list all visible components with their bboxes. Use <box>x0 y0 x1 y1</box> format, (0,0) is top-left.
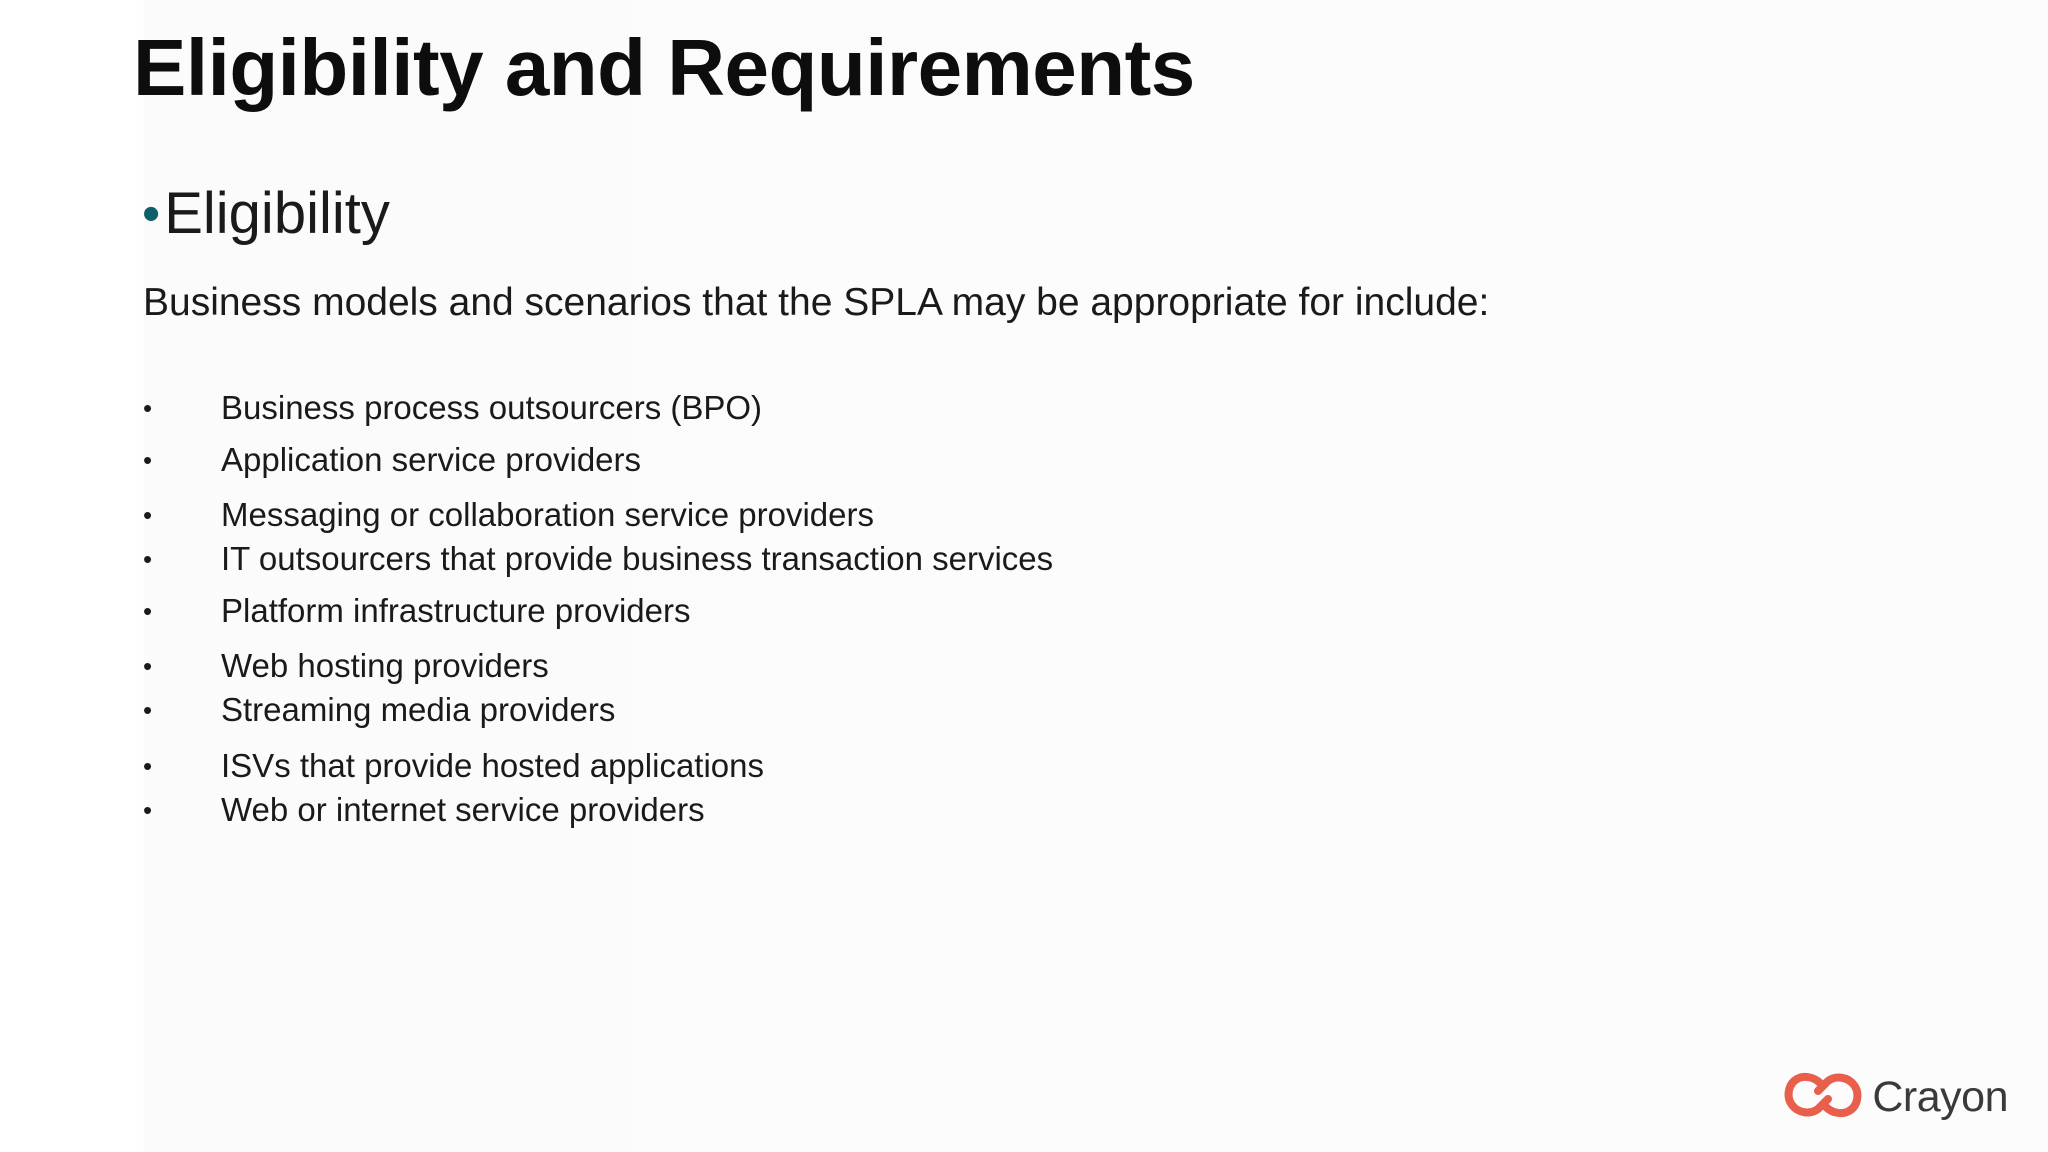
intro-text: Business models and scenarios that the SPLA may be appropriate for include: <box>143 281 1490 324</box>
list-item <box>143 747 764 785</box>
bullet: • <box>143 392 153 423</box>
list-item-text: Messaging or collaboration service providers <box>221 496 874 533</box>
bullet: • <box>143 595 153 626</box>
list-item-text: Web hosting providers <box>221 647 549 684</box>
list-item-text: Application service providers <box>221 441 642 478</box>
bullet: • <box>143 650 153 681</box>
list-item <box>143 647 549 685</box>
bullet: • <box>143 444 153 475</box>
section-heading: Eligibility <box>164 181 390 246</box>
list-item <box>143 389 762 427</box>
crayon-logo-icon <box>1780 1071 1866 1124</box>
list-item <box>143 540 1053 578</box>
slide-title: Eligibility and Requirements <box>133 23 1195 112</box>
list-item <box>143 592 691 630</box>
bullet: • <box>143 499 153 530</box>
list-item <box>143 691 615 729</box>
list-item-text: IT outsourcers that provide business transaction services <box>221 540 1054 577</box>
section-heading-row <box>142 180 390 247</box>
list-item <box>143 441 641 479</box>
bullet: • <box>143 543 153 574</box>
list-item <box>143 496 874 534</box>
list-item-text: Business process outsourcers (BPO) <box>221 389 763 426</box>
bullet: • <box>143 694 153 725</box>
list-item <box>143 791 705 829</box>
bullet: • <box>143 794 153 825</box>
list-item-text: Platform infrastructure providers <box>221 592 691 629</box>
bullet: • <box>143 750 153 781</box>
section-bullet: • <box>142 184 161 243</box>
crayon-logo <box>1780 1071 2008 1124</box>
list-item-text: ISVs that provide hosted applications <box>221 747 765 784</box>
list-item-text: Web or internet service providers <box>221 791 705 828</box>
list-item-text: Streaming media providers <box>221 691 616 728</box>
crayon-logo-text: Crayon <box>1872 1073 2008 1121</box>
